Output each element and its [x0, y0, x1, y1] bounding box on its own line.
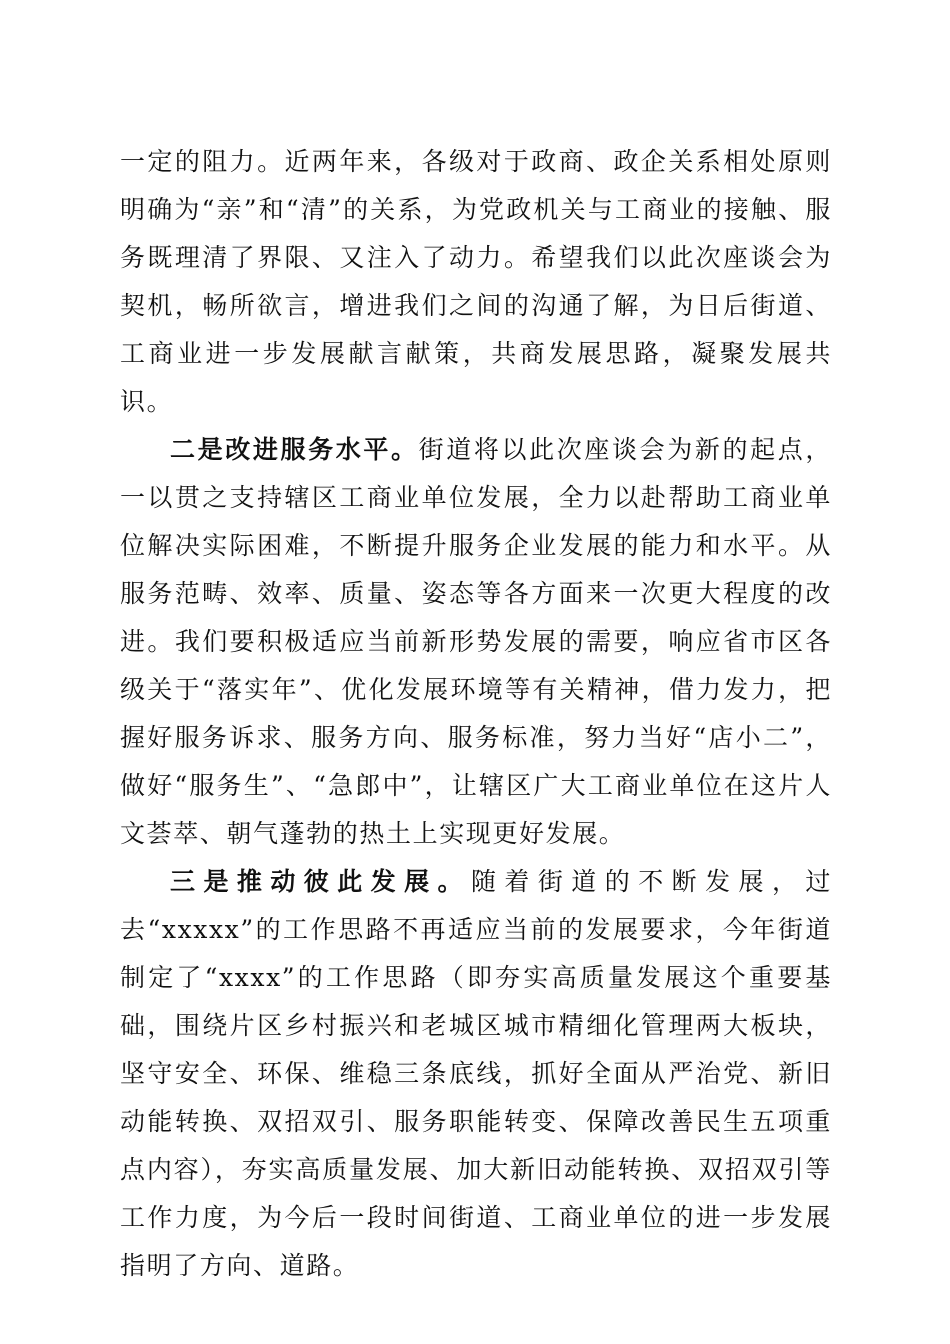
document-body [120, 138, 832, 1290]
paragraph-text: 街道将以此次座谈会为新的起点，一以贯之支持辖区工商业单位发展，全力以赴帮助工商业单位解决实际困难，不断提升服务企业发展的能力和水平。从服务范畴、效率、质量、姿态等各方面来一次更大程度的改进。我们要积极适应当前新形势发展的需要，响应省市区各级关于“落实年”、优化发展环境等有关精神，借力发力，把握好服务诉求、服务方向、服务标准，努力当好“店小二”，做好“服务生”、“急郎中”，让辖区广大工商业单位在这片人文荟萃、朝气蓬勃的热土上实现更好发展。 [120, 435, 832, 848]
paragraph-mutual-development [120, 858, 832, 1290]
paragraph-service-improvement [120, 426, 832, 858]
paragraph-continuation [120, 138, 832, 426]
paragraph-text: 一定的阻力。近两年来，各级对于政商、政企关系相处原则明确为“亲”和“清”的关系，为党政机关与工商业的接触、服务既理清了界限、又注入了动力。希望我们以此次座谈会为契机，畅所欲言，增进我们之间的沟通了解，为日后街道、工商业进一步发展献言献策，共商发展思路，凝聚发展共识。 [120, 147, 832, 416]
paragraph-lead: 三是推动彼此发展。 [170, 867, 471, 896]
paragraph-lead: 二是改进服务水平。 [170, 435, 419, 464]
paragraph-text: 随着街道的不断发展，过去“xxxxx”的工作思路不再适应当前的发展要求，今年街道制定了“xxxx”的工作思路（即夯实高质量发展这个重要基础，围绕片区乡村振兴和老城区城市精细化管理两大板块，坚守安全、环保、维稳三条底线，抓好全面从严治党、新旧动能转换、双招双引、服务职能转变、保障改善民生五项重点内容），夯实高质量发展、加大新旧动能转换、双招双引等工作力度，为今后一段时间街道、工商业单位的进一步发展指明了方向、道路。 [120, 867, 832, 1280]
